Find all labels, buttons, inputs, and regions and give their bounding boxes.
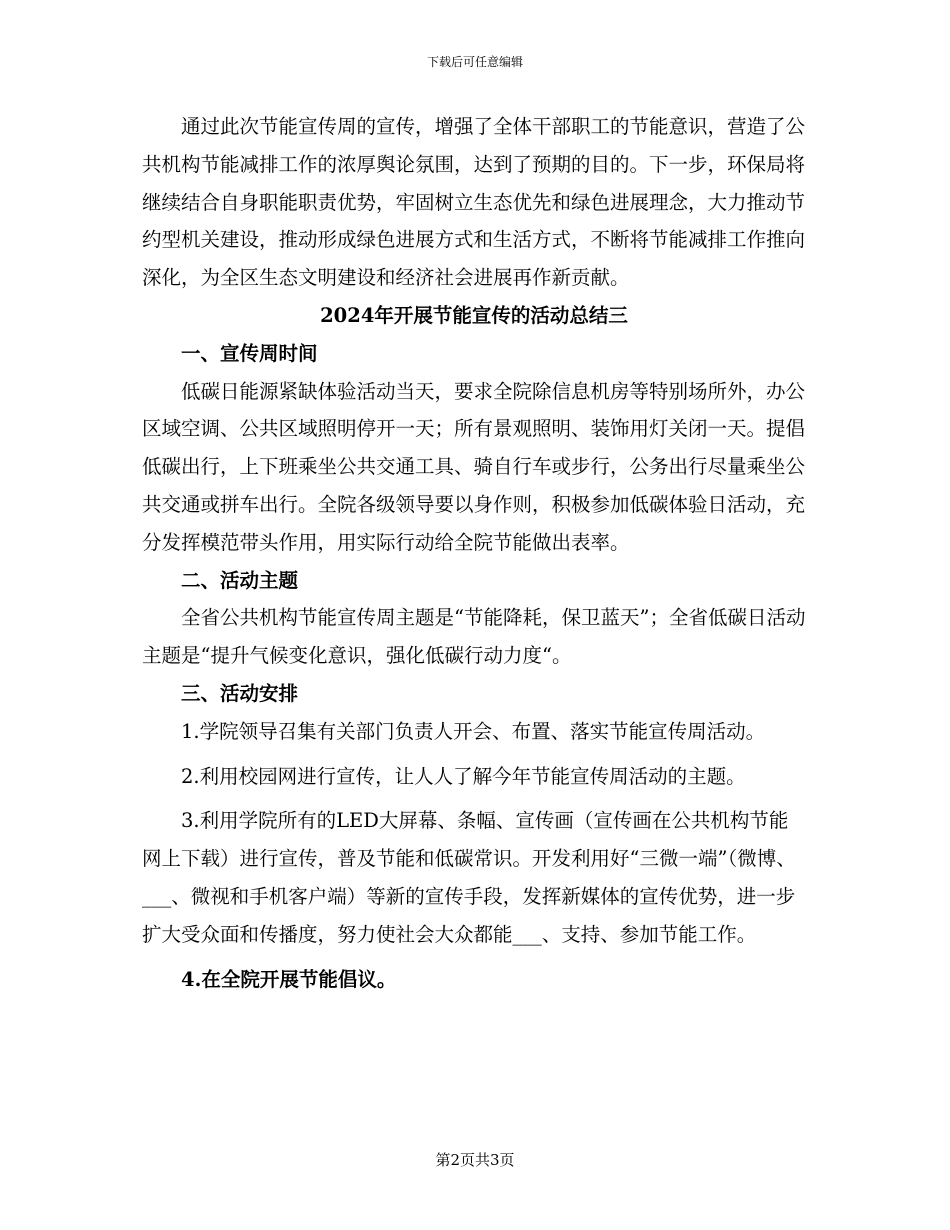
page-footer: 第2页共3页: [435, 1151, 515, 1169]
list-item-heading: 4.在全院开展节能倡议。: [181, 967, 397, 991]
page-header: 下载后可任意编辑: [426, 55, 523, 69]
document-body: [142, 108, 806, 998]
list-item: 2.利用校园网进行宣传，让人人了解今年节能宣传周活动的主题。: [181, 764, 746, 788]
list-item: 3.利用学院所有的LED大屏幕、条幅、宣传画（宣传画在公共机构节能网上下载）进行宣传，普及节能和低碳常识。开发利用好“三微一端”（微博、___、微视和手机客户端）等新的宣传手段，发挥新媒体的宣传优势，进一步扩大受众面和传播度，努力使社会大众都能___、支持、参加节能工作。: [142, 809, 796, 946]
intro-paragraph: 通过此次节能宣传周的宣传，增强了全体干部职工的节能意识，营造了公共机构节能减排工作的浓厚舆论氛围，达到了预期的目的。下一步，环保局将继续结合自身职能职责优势，牢固树立生态优先和绿色进展理念，大力推动节约型机关建设，推动形成绿色进展方式和生活方式，不断将节能减排工作推向深化，为全区生态文明建设和经济社会进展再作新贡献。: [142, 115, 806, 290]
section-heading-theme: 二、活动主题: [181, 568, 299, 592]
section-paragraph-theme: 全省公共机构节能宣传周主题是“节能降耗，保卫蓝天”；全省低碳日活动主题是“提升气候变化意识，强化低碳行动力度“。: [142, 606, 806, 668]
section-heading-time: 一、宣传周时间: [181, 341, 318, 365]
document-title: 2024年开展节能宣传的活动总结三: [320, 303, 628, 327]
section-heading-arrangement: 三、活动安排: [181, 681, 299, 705]
section-paragraph-time: 低碳日能源紧缺体验活动当天，要求全院除信息机房等特别场所外，办公区域空调、公共区域照明停开一天；所有景观照明、装饰用灯关闭一天。提倡低碳出行，上下班乘坐公共交通工具、骑自行车或步行，公务出行尽量乘坐公共交通或拼车出行。全院各级领导要以身作则，积极参加低碳体验日活动，充分发挥模范带头作用，用实际行动给全院节能做出表率。: [142, 379, 806, 554]
list-item: 1.学院领导召集有关部门负责人开会、布置、落实节能宣传周活动。: [181, 719, 766, 743]
